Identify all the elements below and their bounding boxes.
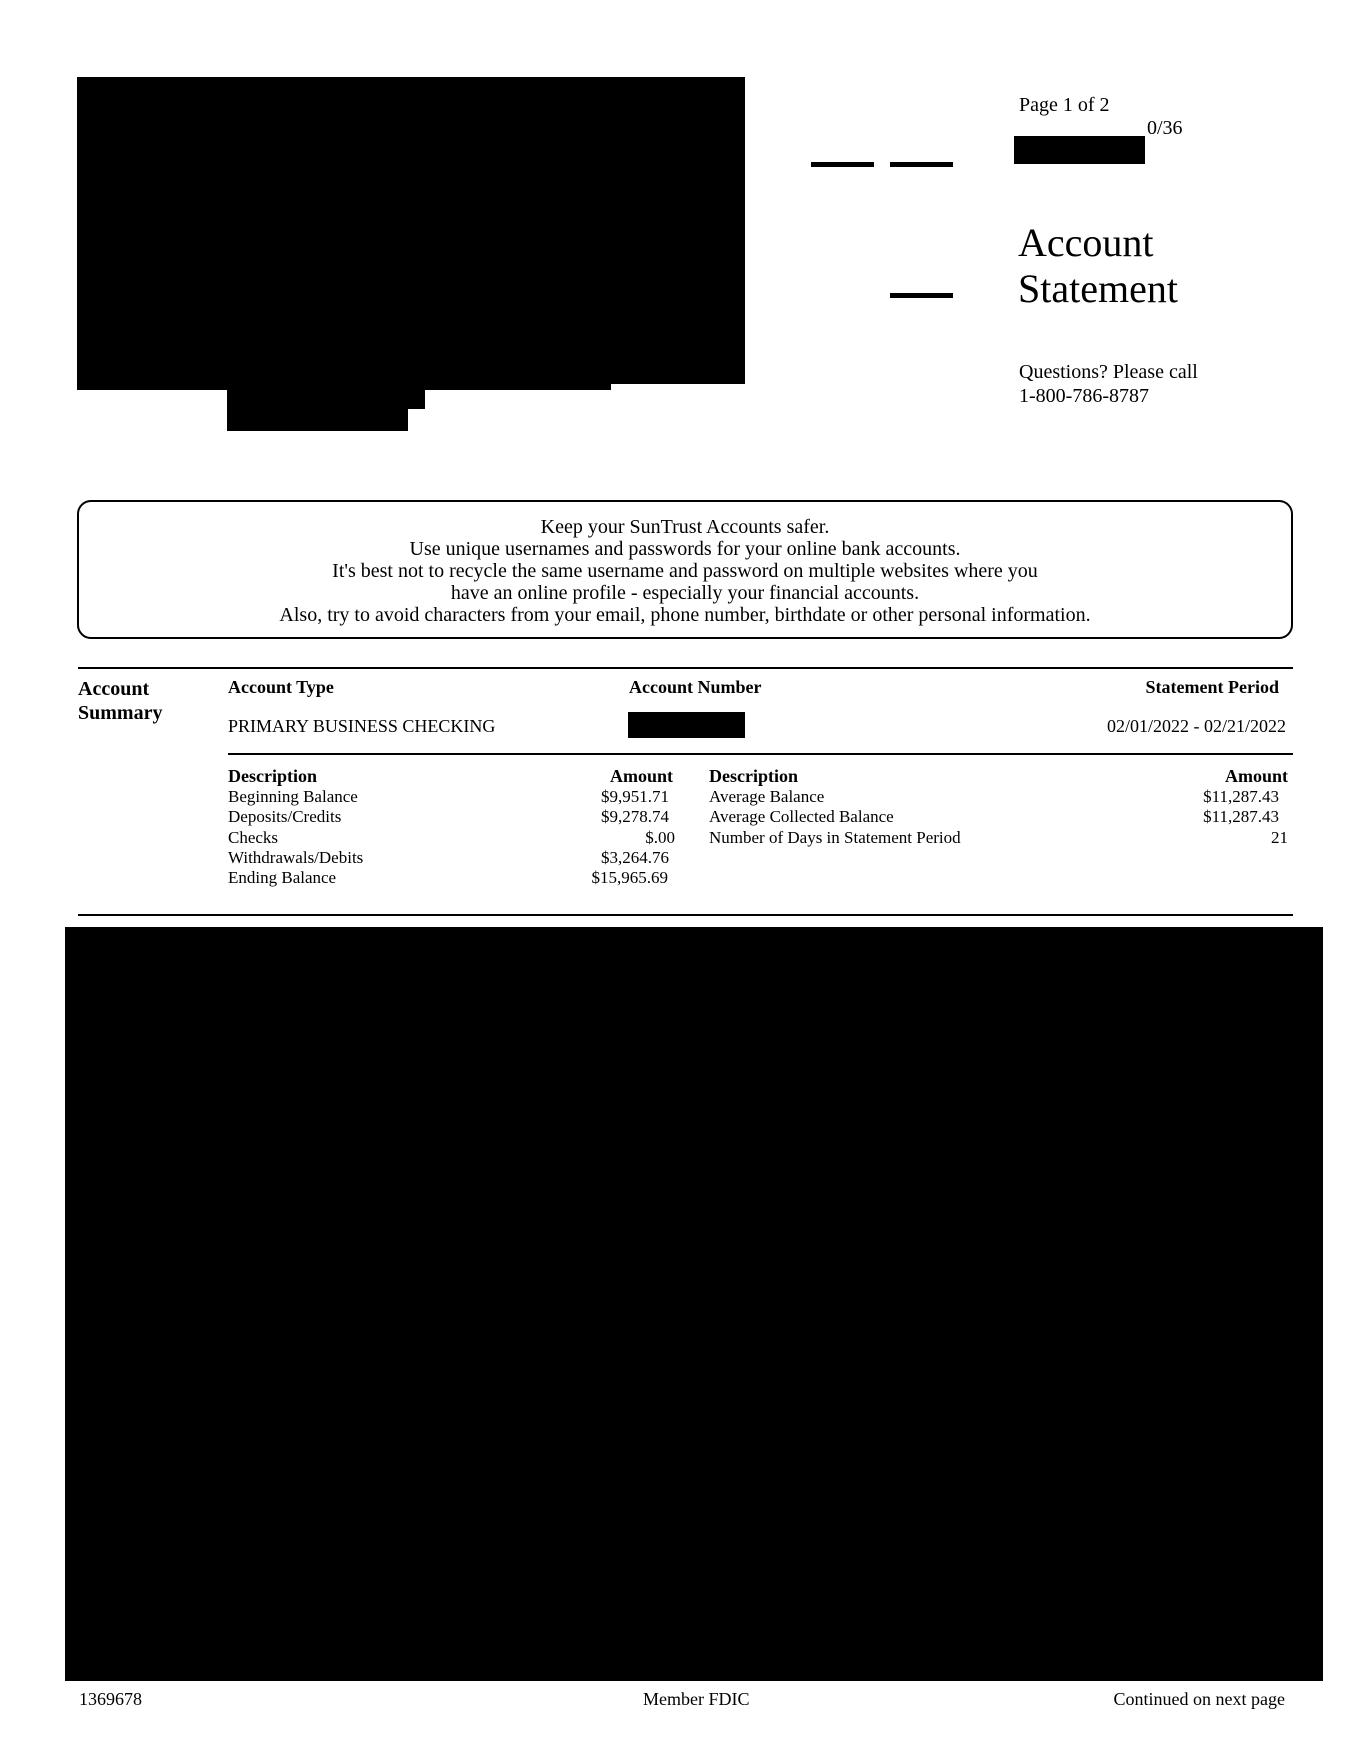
title-line-2: Statement [1018, 266, 1178, 311]
list-item: Checks [228, 827, 279, 847]
statement-period-value: 02/01/2022 - 02/21/2022 [1107, 716, 1286, 736]
contact-info [1019, 360, 1198, 408]
right-description-list [709, 787, 961, 848]
list-item: $15,965.69 [591, 868, 668, 888]
list-item: Ending Balance [228, 868, 337, 888]
redacted-account-code [1014, 136, 1145, 164]
logo-dash [890, 162, 953, 167]
page-number: Page 1 of 2 [1019, 94, 1110, 116]
list-item: Average Collected Balance [709, 807, 894, 827]
summary-mid-rule [228, 753, 1293, 755]
questions-label: Questions? Please call [1019, 361, 1198, 383]
account-type-header: Account Type [228, 677, 334, 697]
left-description-list [228, 787, 363, 888]
left-description-header: Description [228, 766, 317, 786]
account-number-header: Account Number [629, 677, 762, 697]
left-amount-list [591, 787, 675, 888]
redacted-address-block-tail [227, 400, 408, 431]
security-notice-box [77, 500, 1293, 639]
security-notice-text [79, 516, 1291, 626]
right-amount-list [1203, 787, 1288, 848]
list-item: $9,278.74 [601, 807, 669, 827]
summary-top-rule [78, 667, 1293, 669]
statement-title [1018, 220, 1178, 312]
notice-line: Keep your SunTrust Accounts safer. [540, 516, 830, 538]
right-description-header: Description [709, 766, 798, 786]
account-type-value: PRIMARY BUSINESS CHECKING [228, 716, 496, 736]
document-number: 1369678 [79, 1689, 142, 1709]
list-item: Deposits/Credits [228, 807, 342, 827]
member-fdic: Member FDIC [643, 1689, 750, 1709]
title-line-1: Account [1018, 220, 1154, 265]
list-item: $9,951.71 [601, 787, 669, 806]
list-item: $11,287.43 [1203, 787, 1279, 806]
list-item: Number of Days in Statement Period [709, 827, 961, 847]
redacted-account-number [628, 712, 745, 738]
list-item: $.00 [645, 827, 675, 847]
list-item: Beginning Balance [228, 787, 358, 806]
account-code-suffix: 0/36 [1147, 117, 1183, 139]
notice-line: Use unique usernames and passwords for your online bank accounts. [409, 538, 961, 560]
redacted-transactions-area [65, 927, 1323, 1681]
redacted-address-block [77, 77, 745, 384]
list-item: Withdrawals/Debits [228, 847, 364, 867]
continued-notice: Continued on next page [1113, 1689, 1285, 1709]
left-amount-header: Amount [609, 766, 673, 786]
summary-label-line-1: Account [78, 678, 150, 700]
right-amount-header: Amount [1224, 766, 1288, 786]
logo-dash [811, 162, 874, 167]
notice-line: Also, try to avoid characters from your email, phone number, birthdate or other personal information. [279, 604, 1091, 626]
list-item: $3,264.76 [601, 847, 669, 867]
statement-period-header: Statement Period [1145, 677, 1279, 697]
summary-bottom-rule [78, 914, 1293, 916]
logo-dash [890, 293, 953, 298]
list-item: 21 [1271, 827, 1288, 847]
list-item: $11,287.43 [1203, 807, 1279, 827]
notice-line: It's best not to recycle the same username and password on multiple websites where you [332, 560, 1038, 582]
summary-label-line-2: Summary [78, 702, 163, 724]
list-item: Average Balance [709, 787, 825, 806]
phone-number: 1-800-786-8787 [1019, 385, 1149, 407]
account-summary-label [78, 677, 162, 725]
notice-line: have an online profile - especially your financial accounts. [450, 582, 920, 604]
